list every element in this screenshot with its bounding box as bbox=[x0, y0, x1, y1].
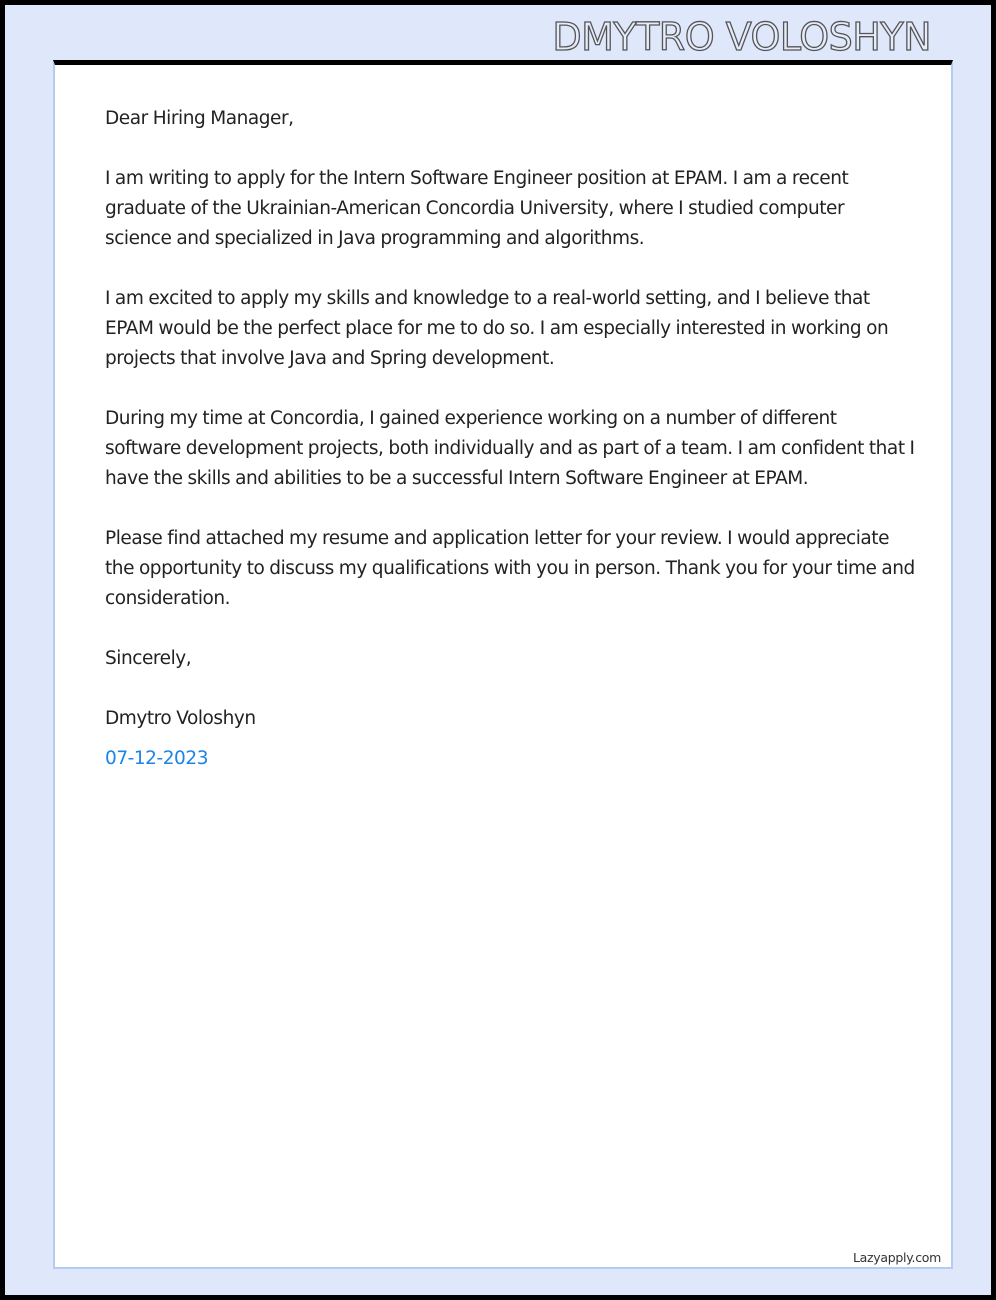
document-frame bbox=[5, 5, 991, 1295]
paragraph-experience: During my time at Concordia, I gained experience working on a number of different software development projects, both individually and as part of a team. I am confident that I have the skills and abilities to be a successful Intern Software Engineer at EPAM. bbox=[105, 408, 915, 489]
applicant-name-header: DMYTRO VOLOSHYN bbox=[552, 15, 931, 59]
letter-date: 07-12-2023 bbox=[105, 748, 209, 769]
letter-page bbox=[53, 60, 953, 1269]
salutation: Dear Hiring Manager, bbox=[105, 108, 294, 129]
paragraph-closing-request: Please find attached my resume and application letter for your review. I would appreciate the opportunity to discuss my qualifications with you in person. Thank you for your time and consideration. bbox=[105, 528, 915, 609]
paragraph-intro: I am writing to apply for the Intern Software Engineer position at EPAM. I am a recent graduate of the Ukrainian-American Concordia University, where I studied computer science and specialized in Java programming and algorithms. bbox=[105, 168, 849, 249]
paragraph-motivation: I am excited to apply my skills and knowledge to a real-world setting, and I believe that EPAM would be the perfect place for me to do so. I am especially interested in working on projects that involve Java and Spring development. bbox=[105, 288, 889, 369]
closing: Sincerely, bbox=[105, 648, 192, 669]
footer-brand: Lazyapply.com bbox=[853, 1250, 941, 1265]
cover-letter-body bbox=[105, 104, 915, 804]
signature: Dmytro Voloshyn bbox=[105, 708, 256, 729]
